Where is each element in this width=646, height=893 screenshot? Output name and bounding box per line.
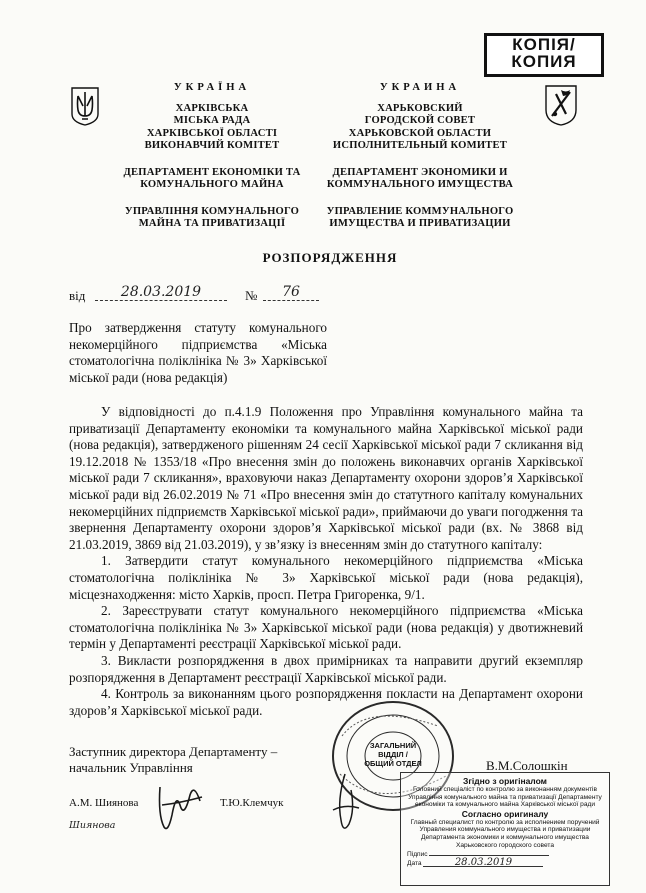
signature-position-line1: Заступник директора Департаменту – xyxy=(69,744,278,759)
certify-title-ua: Згідно з оригіналом xyxy=(463,776,547,786)
body-paragraph: 2. Зареєструвати статут комунального некомерційного підприємства «Міська стоматологічна поліклініка № 3» Харківської міської ради (нова редакція) у двотижневий термін у Департаменті реєстрації Харківської міської ради. xyxy=(69,603,583,652)
header-ua-country: УКРАЇНА xyxy=(173,82,251,93)
date-label: від xyxy=(69,288,86,303)
kharkiv-emblem-icon xyxy=(544,84,578,126)
header-ru-org-line: ХАРЬКОВСКОЙ ОБЛАСТИ xyxy=(348,127,492,139)
round-stamp-line1: ЗАГАЛЬНИЙ xyxy=(369,741,417,750)
header-ua-unit-line: МАЙНА ТА ПРИВАТИЗАЦІЇ xyxy=(138,218,286,229)
signature-soloshkin-icon xyxy=(325,770,365,840)
signature-position xyxy=(69,744,369,776)
certify-date-label: Дата xyxy=(407,859,422,867)
certify-date-value: 28.03.2019 xyxy=(423,859,543,868)
round-stamp-line3: ОБЩИЙ ОТДЕЛ xyxy=(364,759,422,768)
document-subject: Про затвердження статуту комунального некомерційного підприємства «Міська стоматологічна поліклініка № 3» Харківської міської ради (нова редакція) xyxy=(69,320,327,385)
date-number-line xyxy=(69,284,329,306)
date-value: 28.03.2019 xyxy=(95,284,227,301)
document-title: РОЗПОРЯДЖЕННЯ xyxy=(262,250,398,265)
copy-stamp-line2: КОПИЯ xyxy=(511,52,577,71)
header-ru-country: УКРАИНА xyxy=(379,82,461,93)
header-ua xyxy=(112,82,312,231)
body-paragraph: 1. Затвердити статут комунального некомерційного підприємства «Міська стоматологічна поліклініка № 3» Харківської міської ради (нова редакція), місцезнаходження: місто Харків, просп. Петра Григоренка, 9/1. xyxy=(69,553,583,602)
header-ru xyxy=(318,82,522,231)
header-ru-unit-line: УПРАВЛЕНИЕ КОММУНАЛЬНОГО xyxy=(326,205,514,217)
ukraine-coat-of-arms-icon xyxy=(70,86,100,126)
signatory-name: В.М.Солошкін xyxy=(486,758,568,773)
signature-position-line2: начальник Управління xyxy=(69,760,193,775)
certify-sign-label: Підпис xyxy=(407,851,428,859)
header-ua-dept-line: ДЕПАРТАМЕНТ ЕКОНОМІКИ ТА xyxy=(123,166,301,178)
signature-shiyanova-icon xyxy=(150,775,210,835)
header-ru-unit-line: ИМУЩЕСТВА И ПРИВАТИЗАЦИИ xyxy=(329,218,511,229)
header-ua-org-line: МІСЬКА РАДА xyxy=(173,115,251,126)
header-ua-unit-line: УПРАВЛІННЯ КОМУНАЛЬНОГО xyxy=(124,205,300,217)
header-ua-org-line: ХАРКІВСЬКОЇ ОБЛАСТІ xyxy=(146,127,278,139)
body-paragraph: 3. Викласти розпорядження в двох примірниках та направити другий екземпляр розпорядження в Департамент реєстрації Харківської міської ради. xyxy=(69,652,583,685)
certify-text-ru: Главный специалист по контролю за исполнением поручений Управления коммунального имущества и приватизации Департамента экономики и коммунального имущества Харьковского городского совета xyxy=(410,818,600,849)
number-label: № xyxy=(245,288,258,303)
footer-left-name: А.М. Шиянова xyxy=(69,797,139,809)
header-ua-org-line: ХАРКІВСЬКА xyxy=(175,102,249,114)
header-ru-org-line: ИСПОЛНИТЕЛЬНЫЙ КОМИТЕТ xyxy=(332,140,508,151)
header-ru-org-line: ГОРОДСКОЙ СОВЕТ xyxy=(364,115,476,126)
footer-right-name: Т.Ю.Клемчук xyxy=(220,797,284,809)
document-body xyxy=(69,404,583,719)
certify-title-ru: Согласно оригиналу xyxy=(461,808,549,819)
header-ru-dept-line: ДЕПАРТАМЕНТ ЭКОНОМИКИ И xyxy=(332,166,508,178)
number-value: 76 xyxy=(263,284,319,301)
certify-text-ua: Головний спеціаліст по контролю за виконанням документів Управління комунального майна та приватизації Департаменту економіки та комунального майна Харківської міської ради xyxy=(408,786,602,809)
certify-date-row xyxy=(401,856,609,868)
header-ua-dept-line: КОМУНАЛЬНОГО МАЙНА xyxy=(140,179,284,190)
copy-stamp-line1: КОПІЯ/ xyxy=(512,35,576,54)
round-stamp-line2: ВІДДІЛ / xyxy=(378,750,408,759)
header-ua-org-line: ВИКОНАВЧИЙ КОМІТЕТ xyxy=(144,140,280,151)
certification-stamp xyxy=(400,772,610,886)
copy-stamp xyxy=(484,33,604,77)
header-ru-dept-line: КОММУНАЛЬНОГО ИМУЩЕСТВА xyxy=(326,179,514,190)
header-ru-org-line: ХАРЬКОВСКИЙ xyxy=(377,102,463,114)
body-paragraph: У відповідності до п.4.1.9 Положення про Управління комунального майна та приватизації Департаменту економіки та комунального майна Харківської міської ради (нова редакція), затвердженого рішенням 24 сесії Харківської міської ради 7 скликання від 19.12.2018 № 1353/18 «Про внесення змін до положень виконавчих органів Харківської міської ради 7 скликання», враховуючи наказ Департаменту охорони здоров’я Харківської міської ради від 26.02.2019 № 71 «Про внесення змін до статутного капіталу комунальних некомерційних підприємств Харківської міської ради», приймаючи до уваги погодження та звернення Департаменту охорони здоров’я Харківської міської ради (вх. № 3868 від 21.03.2019, 3869 від 21.03.2019), у зв’язку із внесенням змін до статутного капіталу: xyxy=(69,404,583,552)
body-paragraph: 4. Контроль за виконанням цього розпорядження покласти на Департамент охорони здоров’я Харківської міської ради. xyxy=(69,686,583,718)
footer-handwritten-name: Шиянова xyxy=(69,820,116,831)
